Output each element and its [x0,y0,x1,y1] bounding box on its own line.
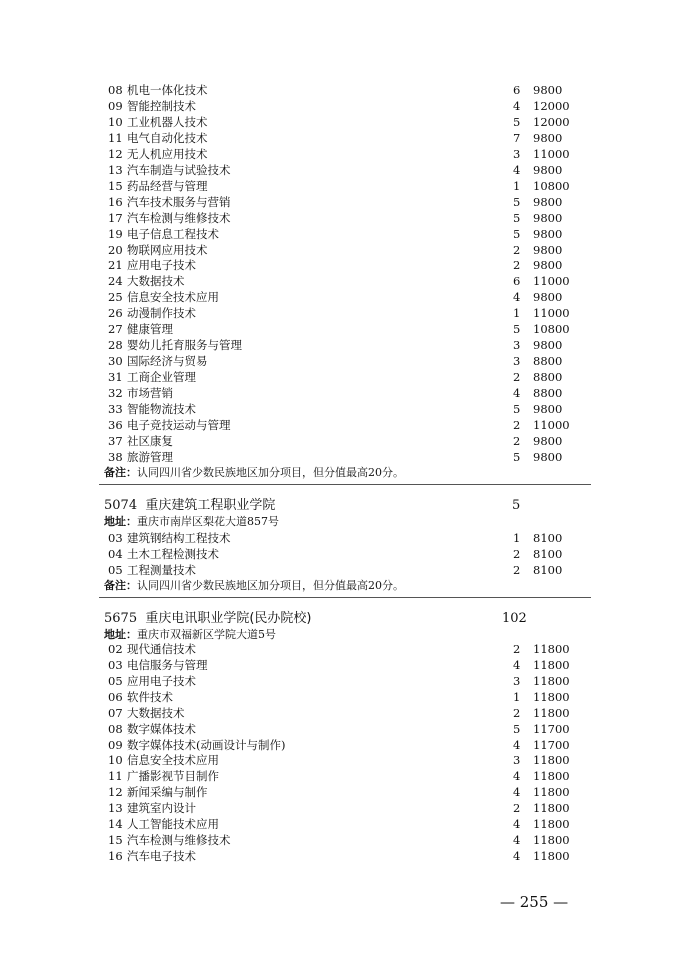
program-tuition: 9800 [533,194,563,209]
program-code: 19 [108,226,123,241]
program-code: 28 [108,338,123,353]
program-row [0,305,680,321]
program-name: 社区康复 [127,433,173,448]
program-plan-count: 2 [513,242,521,257]
program-tuition: 9800 [533,242,563,257]
program-tuition: 11800 [533,848,570,863]
address-label: 地址： [104,628,137,641]
program-code: 15 [108,833,123,848]
program-code: 20 [108,242,123,257]
program-tuition: 11800 [533,801,570,816]
program-code: 11 [108,130,123,145]
program-code: 21 [108,258,123,273]
program-row [0,289,680,305]
program-plan-count: 3 [513,338,521,353]
program-name: 机电一体化技术 [127,83,208,97]
program-tuition: 8100 [533,563,563,577]
program-name: 电气自动化技术 [127,130,208,145]
program-tuition: 9800 [533,290,563,305]
section1-note [104,465,404,481]
program-code: 09 [108,737,123,752]
program-code: 03 [108,657,123,672]
program-code: 16 [108,848,123,863]
school-total-plan: 102 [502,611,527,626]
program-name: 土木工程检测技术 [127,547,219,561]
program-tuition: 11800 [533,753,570,768]
program-row [0,242,680,258]
program-name: 人工智能技术应用 [127,817,219,832]
program-tuition: 11800 [533,769,570,784]
page-number: — 255 — [500,893,569,911]
program-row [0,337,680,353]
program-tuition: 8100 [533,531,563,545]
program-code: 08 [108,83,123,97]
program-row [0,401,680,417]
program-plan-count: 6 [513,83,521,97]
program-tuition: 9800 [533,83,563,97]
program-name: 无人机应用技术 [127,146,208,161]
program-tuition: 11800 [533,785,570,800]
program-name: 工业机器人技术 [127,114,208,129]
program-name: 汽车电子技术 [127,848,196,863]
program-name: 大数据技术 [127,274,185,289]
program-plan-count: 4 [513,657,521,672]
program-tuition: 11800 [533,673,570,688]
address-text: 重庆市南岸区梨花大道857号 [137,515,279,528]
program-tuition: 9800 [533,226,563,241]
program-name: 智能控制技术 [127,98,196,113]
program-tuition: 11700 [533,721,570,736]
program-plan-count: 4 [513,98,521,113]
program-plan-count: 2 [513,642,521,656]
program-plan-count: 7 [513,130,521,145]
program-tuition: 11800 [533,657,570,672]
program-name: 旅游管理 [127,449,173,464]
program-plan-count: 3 [513,354,521,369]
school-header-5074 [104,497,275,515]
program-tuition: 12000 [533,98,570,113]
note-text: 认同四川省少数民族地区加分项目，但分值最高20分。 [137,466,404,479]
program-code: 08 [108,721,123,736]
program-row [0,752,680,768]
program-row [0,689,680,705]
program-name: 建筑室内设计 [127,801,196,816]
program-tuition: 9800 [533,402,563,416]
program-code: 10 [108,753,123,768]
divider [99,597,591,598]
program-row [0,98,680,114]
program-row [0,530,680,546]
program-row [0,273,680,289]
program-name: 应用电子技术 [127,673,196,688]
program-code: 36 [108,417,123,432]
program-row [0,433,680,449]
program-tuition: 9800 [533,449,563,464]
program-plan-count: 4 [513,833,521,848]
address-label: 地址： [104,515,137,528]
program-name: 汽车检测与维修技术 [127,833,231,848]
program-row [0,369,680,385]
program-row [0,673,680,689]
program-name: 工程测量技术 [127,563,196,577]
program-plan-count: 2 [513,258,521,273]
program-code: 12 [108,785,123,800]
program-name: 大数据技术 [127,705,185,720]
program-plan-count: 3 [513,673,521,688]
program-plan-count: 3 [513,753,521,768]
program-code: 13 [108,801,123,816]
program-row [0,721,680,737]
program-tuition: 8800 [533,370,563,385]
program-plan-count: 5 [513,194,521,209]
program-row [0,768,680,784]
program-name: 市场营销 [127,386,173,401]
program-plan-count: 5 [513,322,521,337]
program-name: 建筑钢结构工程技术 [127,531,231,545]
school-header-5675 [104,610,312,628]
program-code: 31 [108,370,123,385]
program-row [0,385,680,401]
program-code: 05 [108,673,123,688]
program-name: 数字媒体技术(动画设计与制作) [127,737,286,752]
program-row [0,546,680,562]
program-tuition: 12000 [533,114,570,129]
program-plan-count: 1 [513,689,521,704]
program-tuition: 8800 [533,386,563,401]
program-plan-count: 2 [513,433,521,448]
program-plan-count: 2 [513,563,521,577]
program-row [0,641,680,657]
program-code: 13 [108,162,123,177]
program-code: 10 [108,114,123,129]
program-tuition: 10800 [533,178,570,193]
program-code: 15 [108,178,123,193]
program-plan-count: 4 [513,737,521,752]
program-row [0,226,680,242]
program-name: 工商企业管理 [127,370,196,385]
program-plan-count: 4 [513,769,521,784]
program-code: 09 [108,98,123,113]
program-plan-count: 1 [513,178,521,193]
address-text: 重庆市双福新区学院大道5号 [137,628,276,641]
program-plan-count: 5 [513,721,521,736]
program-plan-count: 5 [513,114,521,129]
program-code: 27 [108,322,123,337]
program-code: 38 [108,449,123,464]
program-row [0,816,680,832]
program-name: 电子竞技运动与管理 [127,417,231,432]
program-code: 11 [108,769,123,784]
program-plan-count: 4 [513,785,521,800]
program-name: 信息安全技术应用 [127,290,219,305]
program-tuition: 11700 [533,737,570,752]
program-name: 应用电子技术 [127,258,196,273]
school-name: 重庆建筑工程职业学院 [145,498,276,513]
program-tuition: 11000 [533,417,570,432]
program-row [0,321,680,337]
program-plan-count: 4 [513,290,521,305]
program-tuition: 11000 [533,274,570,289]
program-plan-count: 4 [513,162,521,177]
program-row [0,832,680,848]
program-row [0,162,680,178]
program-plan-count: 1 [513,531,521,545]
divider [99,484,591,485]
program-tuition: 9800 [533,258,563,273]
program-plan-count: 2 [513,547,521,561]
school-total-plan: 5 [512,498,521,513]
program-name: 汽车检测与维修技术 [127,210,231,225]
program-tuition: 9800 [533,162,563,177]
program-code: 26 [108,306,123,321]
program-code: 14 [108,817,123,832]
program-plan-count: 2 [513,705,521,720]
program-tuition: 11800 [533,642,570,656]
program-name: 广播影视节目制作 [127,769,219,784]
program-tuition: 11000 [533,146,570,161]
program-code: 04 [108,547,123,561]
program-row [0,848,680,864]
program-name: 信息安全技术应用 [127,753,219,768]
program-row [0,562,680,578]
program-row [0,130,680,146]
program-row [0,353,680,369]
program-tuition: 8100 [533,547,563,561]
program-tuition: 9800 [533,130,563,145]
program-name: 汽车制造与试验技术 [127,162,231,177]
note-label: 备注： [104,466,137,479]
program-name: 婴幼儿托育服务与管理 [127,338,242,353]
program-row [0,449,680,465]
program-code: 03 [108,531,123,545]
note-label: 备注： [104,579,137,592]
program-tuition: 9800 [533,210,563,225]
program-tuition: 11800 [533,833,570,848]
program-tuition: 11800 [533,689,570,704]
program-row [0,784,680,800]
program-row [0,178,680,194]
program-name: 现代通信技术 [127,642,196,656]
program-tuition: 9800 [533,433,563,448]
program-plan-count: 4 [513,386,521,401]
program-name: 电子信息工程技术 [127,226,219,241]
program-name: 健康管理 [127,322,173,337]
program-plan-count: 3 [513,146,521,161]
program-plan-count: 4 [513,848,521,863]
program-plan-count: 6 [513,274,521,289]
program-code: 24 [108,274,123,289]
program-code: 32 [108,386,123,401]
program-code: 06 [108,689,123,704]
program-row [0,417,680,433]
school2-note [104,578,404,594]
program-code: 16 [108,194,123,209]
program-code: 25 [108,290,123,305]
program-name: 国际经济与贸易 [127,354,208,369]
program-plan-count: 5 [513,210,521,225]
program-row [0,800,680,816]
program-code: 30 [108,354,123,369]
program-plan-count: 1 [513,306,521,321]
program-tuition: 11800 [533,705,570,720]
program-tuition: 10800 [533,322,570,337]
program-plan-count: 2 [513,417,521,432]
program-tuition: 11000 [533,306,570,321]
program-tuition: 9800 [533,338,563,353]
program-row [0,657,680,673]
program-row [0,705,680,721]
program-row [0,210,680,226]
program-row [0,114,680,130]
program-row [0,737,680,753]
school-address [104,514,279,530]
program-plan-count: 2 [513,370,521,385]
program-plan-count: 4 [513,817,521,832]
program-row [0,257,680,273]
program-plan-count: 2 [513,801,521,816]
program-name: 新闻采编与制作 [127,785,208,800]
program-name: 药品经营与管理 [127,178,208,193]
program-plan-count: 5 [513,402,521,416]
program-name: 电信服务与管理 [127,657,208,672]
program-plan-count: 5 [513,449,521,464]
program-row [0,146,680,162]
program-plan-count: 5 [513,226,521,241]
program-row [0,82,680,98]
program-tuition: 11800 [533,817,570,832]
program-code: 12 [108,146,123,161]
school-name: 重庆电讯职业学院(民办院校) [145,611,312,626]
program-code: 05 [108,563,123,577]
program-tuition: 8800 [533,354,563,369]
program-name: 动漫制作技术 [127,306,196,321]
program-row [0,194,680,210]
program-code: 02 [108,642,123,656]
program-name: 数字媒体技术 [127,721,196,736]
program-code: 17 [108,210,123,225]
school-code: 5675 [104,611,138,626]
program-name: 软件技术 [127,689,173,704]
school-code: 5074 [104,498,138,513]
program-code: 33 [108,402,123,416]
program-code: 07 [108,705,123,720]
program-name: 汽车技术服务与营销 [127,194,231,209]
program-name: 智能物流技术 [127,402,196,416]
note-text: 认同四川省少数民族地区加分项目，但分值最高20分。 [137,579,404,592]
program-code: 37 [108,433,123,448]
program-name: 物联网应用技术 [127,242,208,257]
